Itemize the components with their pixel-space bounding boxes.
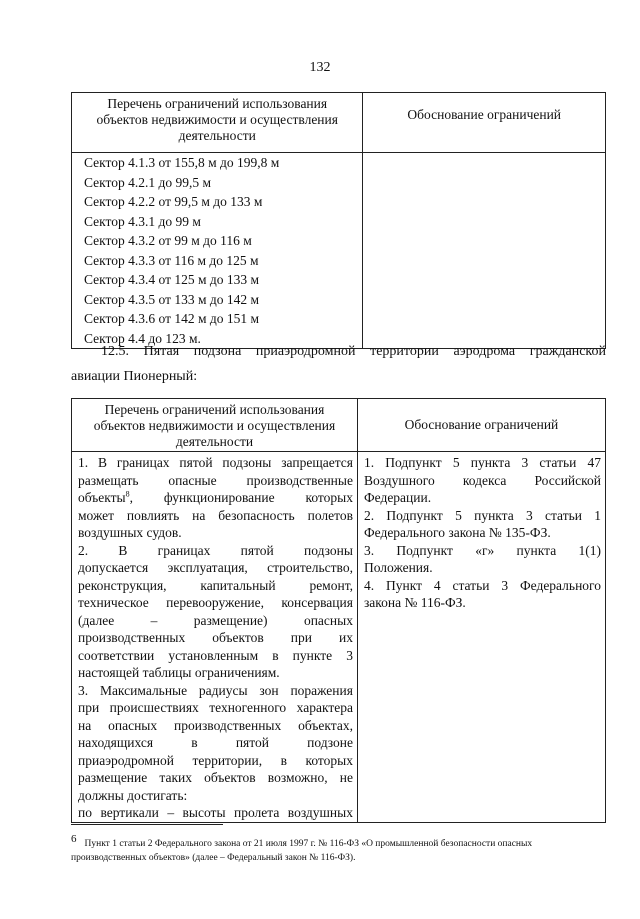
sector-row: Сектор 4.3.1 до 99 м (84, 213, 201, 229)
text-line: реконструкция, капитальный ремонт, (78, 577, 353, 593)
text-line: размещать опасные производственные (78, 472, 353, 488)
text-line: 2. Подпункт 5 пункта 3 статьи 1 (363, 507, 601, 523)
text-line: Воздушного кодекса Российской (363, 472, 601, 488)
justification-text (357, 452, 605, 823)
text-line: размещение таких объектов возможно, не (78, 770, 353, 785)
text-line: закона № 116-ФЗ. (363, 595, 466, 610)
sector-row: Сектор 4.3.3 от 116 м до 125 м (84, 252, 259, 268)
sector-row: Сектор 4.2.1 до 99,5 м (84, 174, 212, 190)
text-line: должны достигать: (78, 787, 188, 803)
text-line: воздушных судов. (78, 525, 182, 540)
text-fragment: , функционирование которых (129, 490, 353, 505)
text-line: может повлиять на безопасность полетов (78, 507, 353, 523)
footnote-text: Пункт 1 статьи 2 Федерального закона от 21 июля 1997 г. № 116-ФЗ «О промышленной безопасности опасных производственных объектов» (далее – Федеральный закон № 116-ФЗ). (71, 839, 533, 863)
section-heading-line2: авиации Пионерный: (71, 369, 198, 384)
table2-header-justification: Обоснование ограничений (357, 399, 605, 452)
footnote (71, 832, 606, 865)
text-line: приаэродромной территории, в которых (78, 752, 353, 768)
text-line: 3. Максимальные радиусы зон поражения (78, 682, 353, 698)
text-line: техническое перевооружение, консервация (78, 595, 353, 610)
sector-row: Сектор 4.1.3 от 155,8 м до 199,8 м (84, 155, 280, 170)
table1-header-justification: Обоснование ограничений (363, 93, 606, 153)
restrictions-table-fifth-subzone (71, 398, 606, 823)
text-line: находящихся в пятой подзоне (78, 735, 353, 750)
footnote-separator (71, 824, 223, 825)
empty-justification-cell (363, 153, 606, 349)
table2-header-restrictions: Перечень ограничений использования объектов недвижимости и осуществления деятельности (72, 399, 358, 452)
text-line: производственных объектов при их (78, 630, 353, 645)
restrictions-text (72, 452, 358, 823)
text-line: Федерации. (363, 490, 432, 505)
sector-row: Сектор 4.3.6 от 142 м до 151 м (84, 311, 260, 326)
section-heading-line1: 12.5. Пятая подзона приаэродромной территории аэродрома гражданской (101, 344, 606, 359)
page-number: 132 (309, 60, 331, 75)
sector-list (72, 153, 363, 349)
text-fragment: объекты (78, 490, 126, 505)
text-line: настоящей таблицы ограничениям. (78, 665, 280, 680)
text-line: допускается эксплуатация, строительство, (78, 560, 353, 575)
text-line: при происшествиях техногенного характера (78, 700, 353, 715)
text-line: 2. В границах пятой подзоны (78, 542, 353, 558)
text-line: соответствии установленным в пункте 3 (78, 647, 353, 663)
footnote-reference: 8 (125, 489, 130, 499)
text-line: (далее – размещение) опасных (78, 612, 353, 628)
text-line: 1. Подпункт 5 пункта 3 статьи 47 (363, 455, 601, 470)
sector-row: Сектор 4.2.2 от 99,5 м до 133 м (84, 194, 263, 209)
sector-row: Сектор 4.3.2 от 99 м до 116 м (84, 233, 252, 248)
text-line: по вертикали – высоты пролета воздушных (78, 805, 353, 820)
text-line: на опасных производственных объектах, (78, 717, 353, 733)
text-line: Федерального закона № 135-ФЗ. (363, 525, 551, 540)
text-line: 4. Пункт 4 статьи 3 Федерального (363, 577, 601, 593)
sector-row: Сектор 4.4 до 123 м. (84, 330, 201, 346)
restrictions-table-top (71, 92, 606, 349)
sector-row: Сектор 4.3.4 от 125 м до 133 м (84, 272, 260, 287)
text-line: 1. В границах пятой подзоны запрещается (78, 455, 353, 470)
text-line (78, 489, 353, 507)
table1-header-restrictions: Перечень ограничений использования объектов недвижимости и осуществления деятельности (72, 93, 363, 153)
text-line: Положения. (363, 560, 433, 575)
footnote-mark: 6 (71, 833, 77, 845)
text-line: 3. Подпункт «г» пункта 1(1) (363, 542, 601, 558)
sector-row: Сектор 4.3.5 от 133 м до 142 м (84, 291, 260, 307)
